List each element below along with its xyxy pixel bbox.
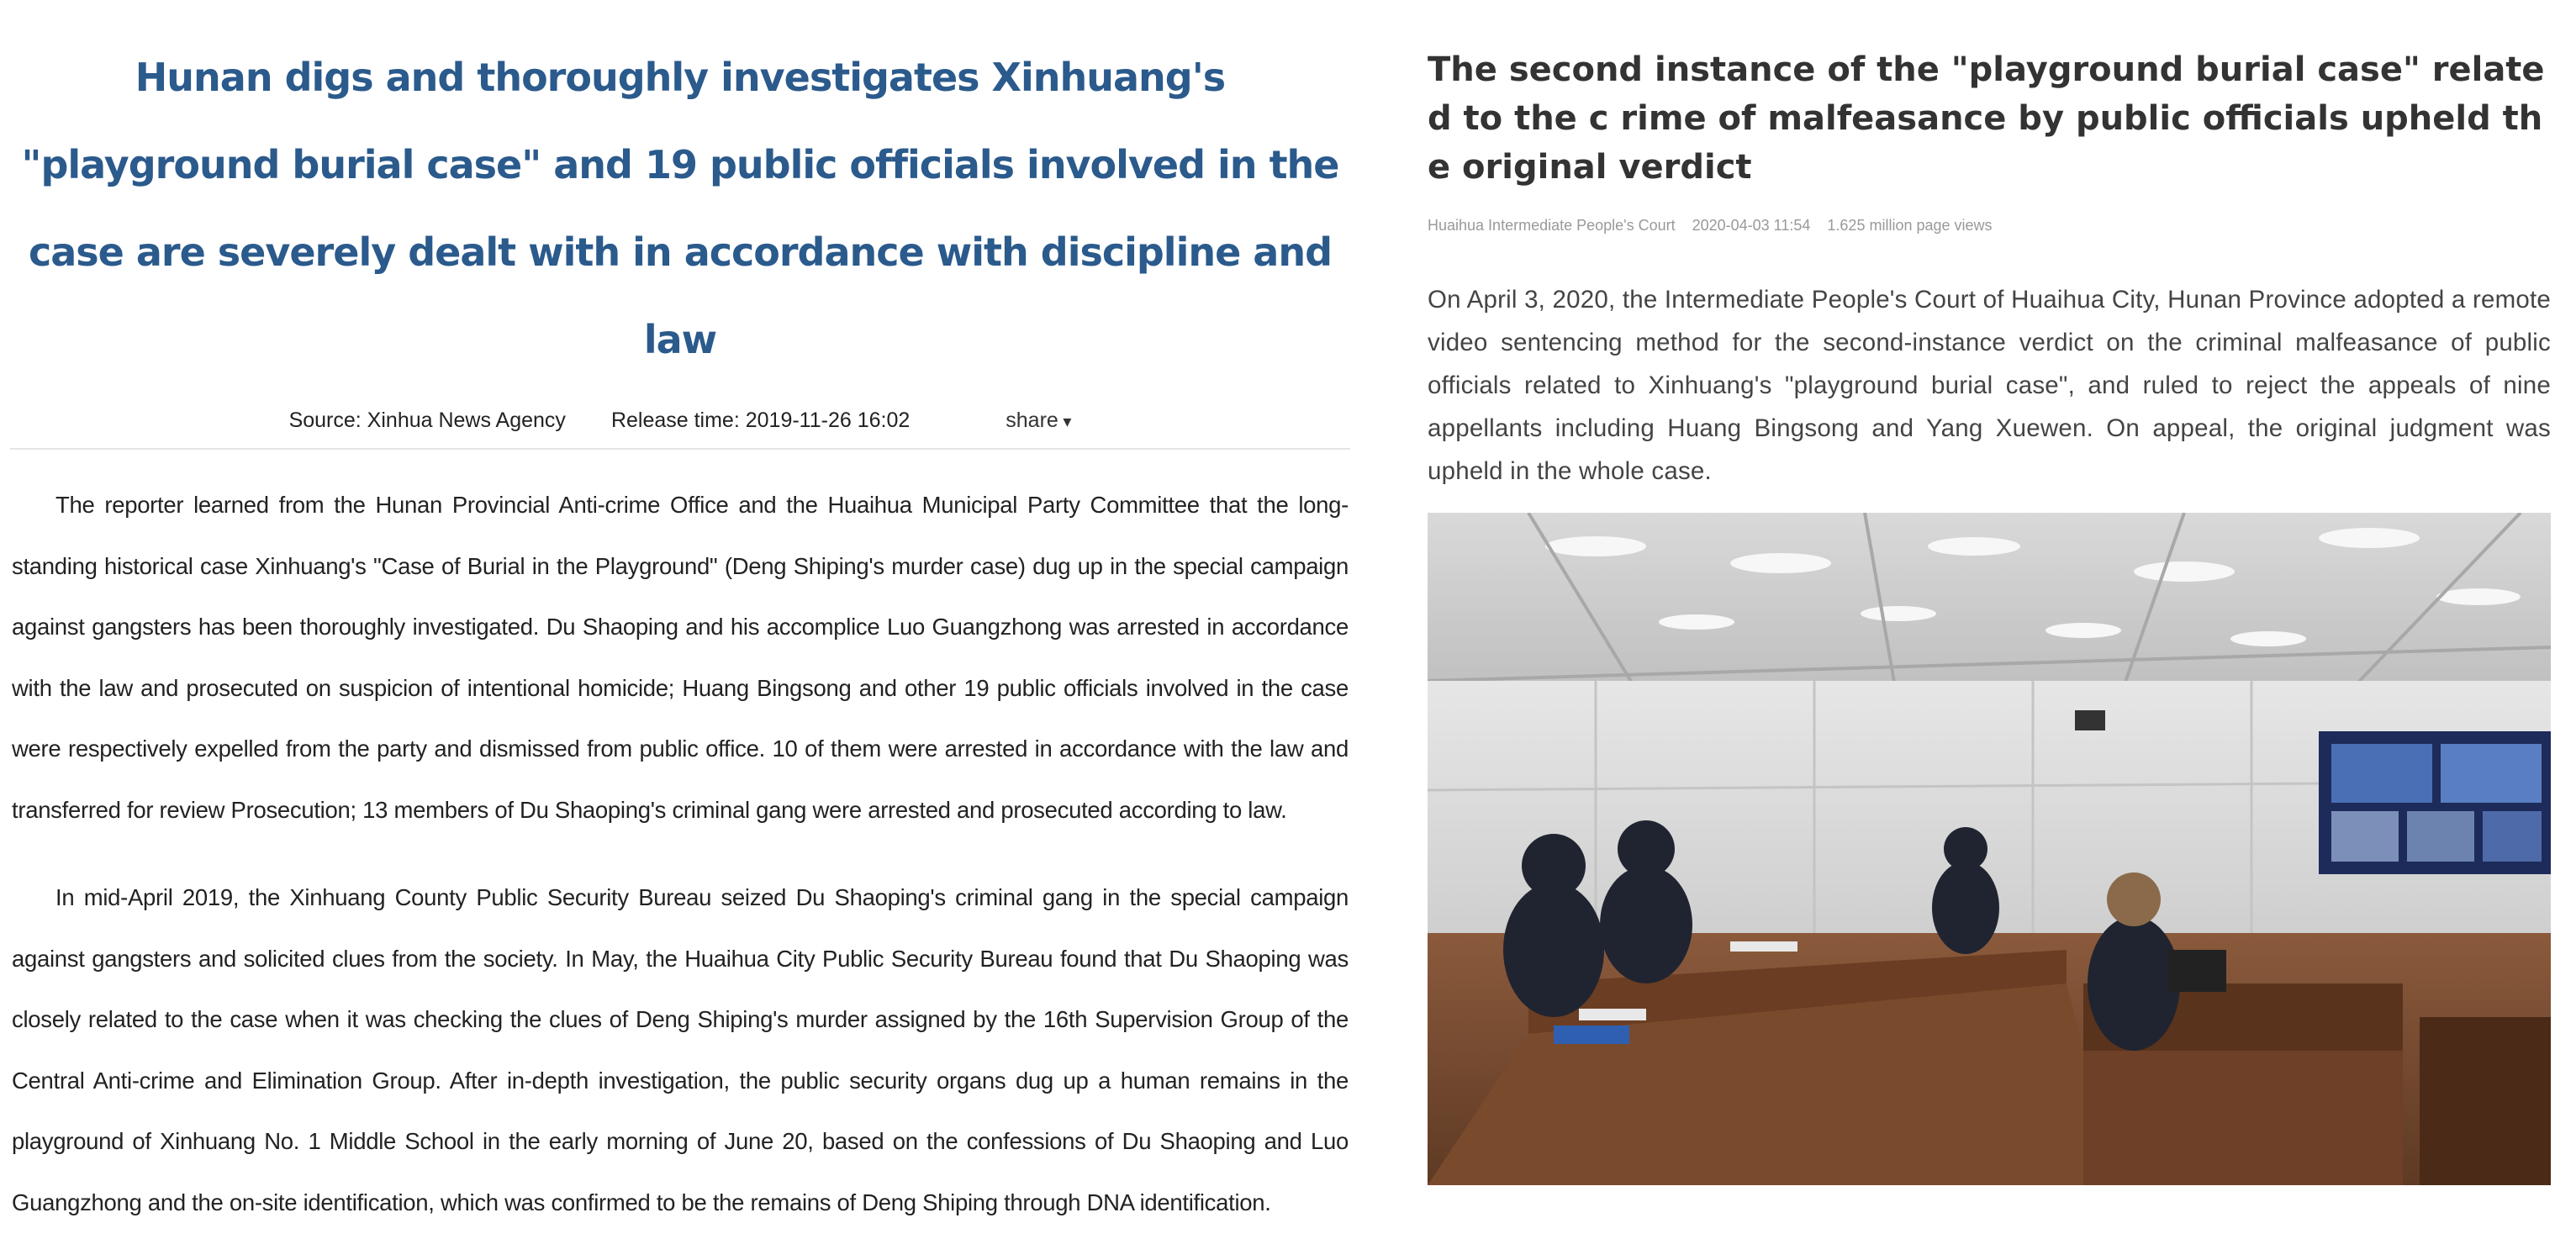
courtroom-photo [1428,513,2551,1185]
left-article-source: Source: Xinhua News Agency [288,409,566,432]
left-article-release-time: Release time: 2019-11-26 16:02 [610,409,911,432]
right-article-views: 1.625 million page views [1827,217,1993,234]
share-button[interactable]: share ▾ [1006,409,1071,433]
right-article-source: Huaihua Intermediate People's Court [1428,217,1676,234]
right-article-datetime: 2020-04-03 11:54 [1692,217,1811,234]
left-article-title: Hunan digs and thoroughly investigates Xinhuang's "playground burial case" and 19 public officials involved in the case are severely dealt with in accordance with discipline and law [21,55,1339,362]
left-article-meta [12,409,1349,433]
right-article-meta [1428,217,2551,235]
right-article-title: The second instance of the "playground burial case" related to the c rime of malfeasance by public officials upheld the original verdict [1428,50,2545,187]
left-article [12,34,1349,1260]
right-article [1428,45,2551,493]
left-article-paragraph-1: The reporter learned from the Hunan Provincial Anti-crime Office and the Huaihua Municipal Party Committee that the long-standing historical case Xinhuang's "Case of Burial in the Playground" (Deng Shiping's murder case) dug up in the special campaign against gangsters has been thoroughly investigated. Du Shaoping and his accomplice Luo Guangzhong was arrested in accordance with the law and prosecuted on suspicion of intentional homicide; Huang Bingsong and other 19 public officials involved in the case were respectively expelled from the party and dismissed from public office. 10 of them were arrested in accordance with the law and transferred for review Prosecution; 13 members of Du Shaoping's criminal gang were arrested and prosecuted according to law. [12,492,1349,823]
left-article-body [12,475,1349,1233]
left-article-paragraph-2: In mid-April 2019, the Xinhuang County Public Security Bureau seized Du Shaoping's criminal gang in the special campaign against gangsters and solicited clues from the society. In May, the Huaihua City Public Security Bureau found that Du Shaoping was closely related to the case when it was checking the clues of Deng Shiping's murder assigned by the 16th Supervision Group of the Central Anti-crime and Elimination Group. After in-depth investigation, the public security organs dug up a human remains in the playground of Xinhuang No. 1 Middle School in the early morning of June 20, based on the confessions of Du Shaoping and Luo Guangzhong and the on-site identification, which was confirmed to be the remains of Deng Shiping through DNA identification. [12,884,1349,1215]
divider [10,448,1350,450]
right-article-body [1428,278,2551,493]
right-article-paragraph: On April 3, 2020, the Intermediate People's Court of Huaihua City, Hunan Province adopted a remote video sentencing method for the second-instance verdict on the criminal malfeasance of public officials related to Xinhuang's "playground burial case", and ruled to reject the appeals of nine appellants including Huang Bingsong and Yang Xuewen. On appeal, the original judgment was upheld in the whole case. [1428,286,2551,485]
